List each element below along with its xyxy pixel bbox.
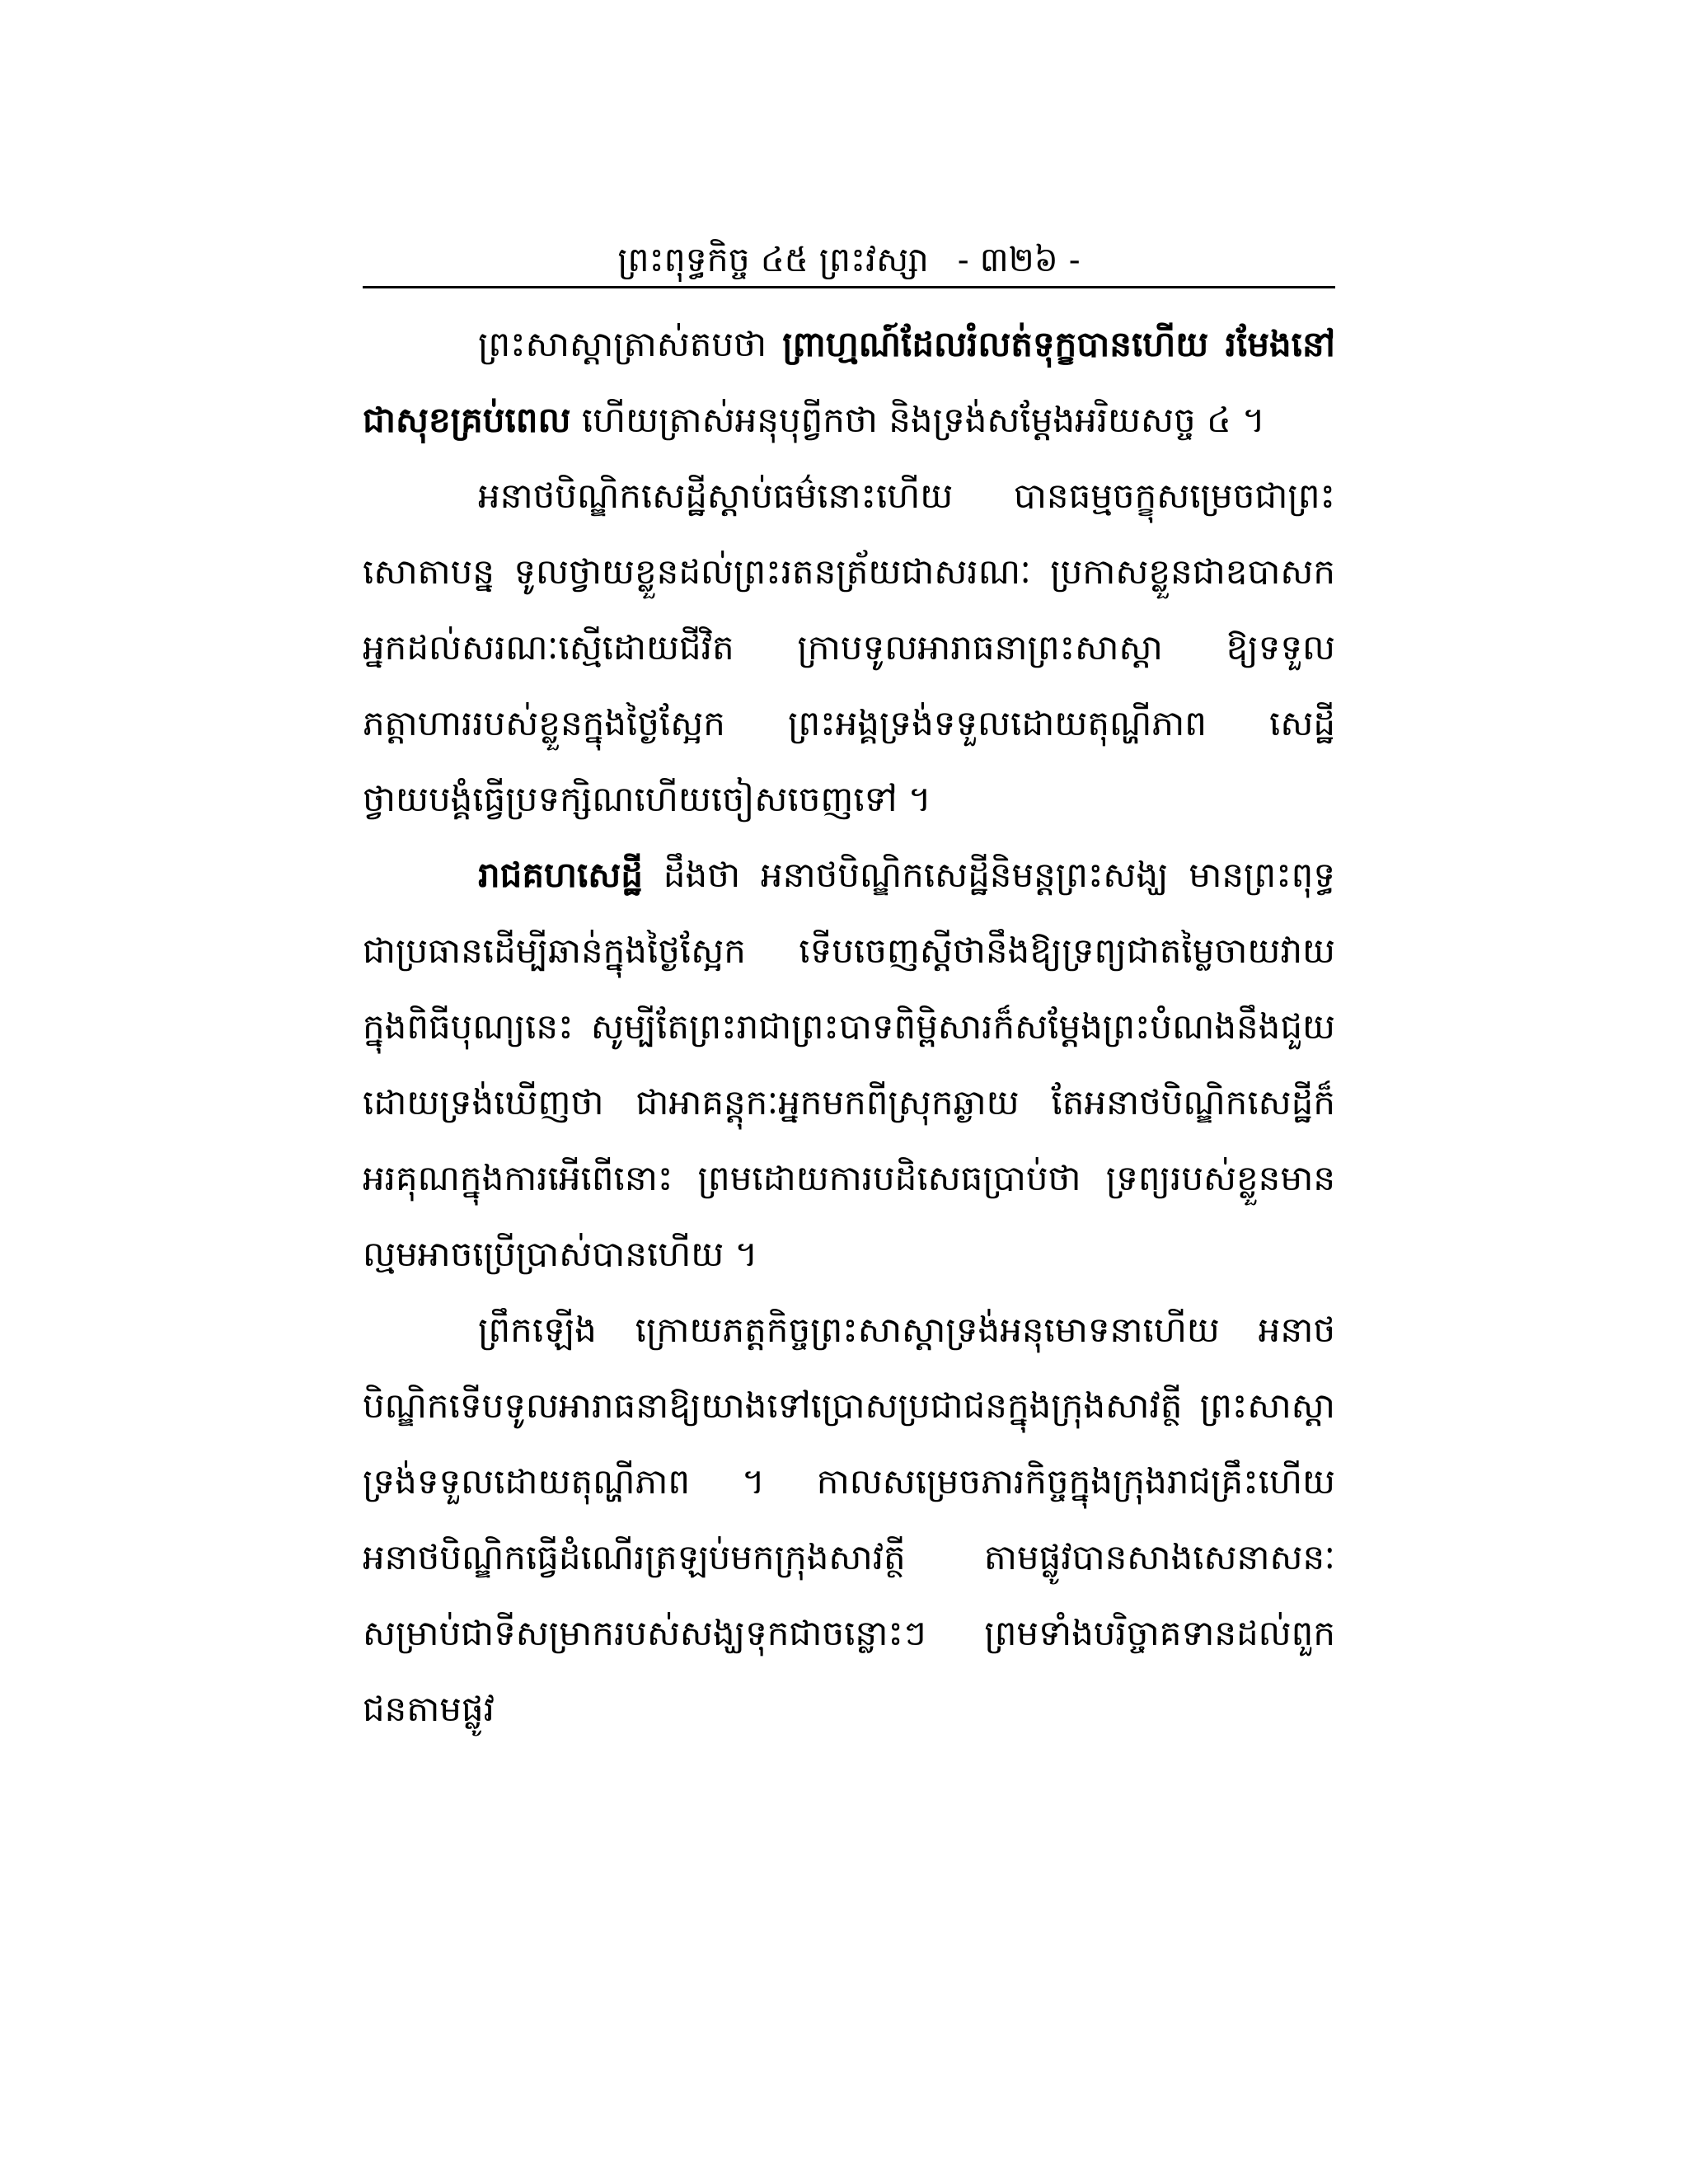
page-number: - ៣២៦ - <box>957 240 1081 279</box>
paragraph-2 <box>363 458 1335 837</box>
paragraph-1 <box>363 307 1335 458</box>
paragraph-2-text: អនាថបិណ្ឌិកសេដ្ឋីស្ដាប់ធម៌នោះហើយ បានធម្មចក្ខុសម្រេចជាព្រះសោតាបន្ន ទូលថ្វាយខ្លួនដល់ព្រះរតនត្រ័យជាសរណៈ ប្រកាសខ្លួនជាឧបាសកអ្នកដល់សរណៈស្មើដោយជីវិត ក្រាបទូលអារាធនាព្រះសាស្ដា ឱ្យទទួលភត្តាហាររបស់ខ្លួនក្នុងថ្ងៃស្អែក ព្រះអង្គទ្រង់ទទួលដោយតុណ្ហីភាព សេដ្ឋីថ្វាយបង្គំធ្វើប្រទក្សិណហើយចៀសចេញទៅ ។ <box>363 476 1335 819</box>
running-title: ព្រះពុទ្ធកិច្ច ៤៥ ព្រះវស្សា <box>617 240 929 279</box>
paragraph-4-text: ព្រឹកឡើង ក្រោយភត្តកិច្ចព្រះសាស្ដាទ្រង់អនុមោទនាហើយ អនាថបិណ្ឌិកទើបទូលអារាធនាឱ្យយាងទៅប្រោសប្រជាជនក្នុងក្រុងសាវត្ថី ព្រះសាស្ដាទ្រង់ទទួលដោយតុណ្ហីភាព ។ កាលសម្រេចភារកិច្ចក្នុងក្រុងរាជគ្រឹះហើយ អនាថបិណ្ឌិកធ្វើដំណើរត្រឡប់មកក្រុងសាវត្ថី តាមផ្លូវបានសាងសេនាសនៈសម្រាប់ជាទីសម្រាករបស់សង្ឃទុកជាចន្លោះៗ ព្រមទាំងបរិច្ចាគទានដល់ពួកជនតាមផ្លូវ <box>363 1310 1335 1729</box>
paragraph-1-lead: ព្រះសាស្តាត្រាស់តបថា <box>478 324 767 364</box>
paragraph-1-quote: ព្រាហ្មណ៍ដែលរំលត់ទុក្ខបានហើយ រមែងនៅជាសុខគ្រប់ពេល <box>363 324 1335 440</box>
paragraph-3-text: ដឹងថា អនាថបិណ្ឌិកសេដ្ឋីនិមន្តព្រះសង្ឃ មានព្រះពុទ្ធជាប្រធានដើម្បីឆាន់ក្នុងថ្ងៃស្អែក ទើបចេញស្ដីថានឹងឱ្យទ្រព្យជាតម្លៃចាយវាយក្នុងពិធីបុណ្យនេះ សូម្បីតែព្រះរាជាព្រះបាទពិម្ពិសារក៏សម្ដែងព្រះបំណងនឹងជួយដោយទ្រង់ឃើញថា ជាអាគន្តុកៈអ្នកមកពីស្រុកឆ្ងាយ តែអនាថបិណ្ឌិកសេដ្ឋីក៏អរគុណក្នុងការអើពើនោះ ព្រមដោយការបដិសេធប្រាប់ថា ទ្រព្យរបស់ខ្លួនមានល្មមអាចប្រើប្រាស់បានហើយ ។ <box>363 855 1335 1274</box>
paragraph-4 <box>363 1292 1335 1747</box>
header-rule <box>363 286 1335 288</box>
paragraph-1-rest: ហើយត្រាស់អនុបុព្វីកថា និងទ្រង់សម្ដែងអរិយសច្ច ៤ ។ <box>581 400 1265 440</box>
body-text <box>363 307 1335 1747</box>
paragraph-3 <box>363 837 1335 1292</box>
paragraph-3-name: រាជគហសេដ្ឋី <box>478 855 643 895</box>
page-header <box>363 235 1335 284</box>
